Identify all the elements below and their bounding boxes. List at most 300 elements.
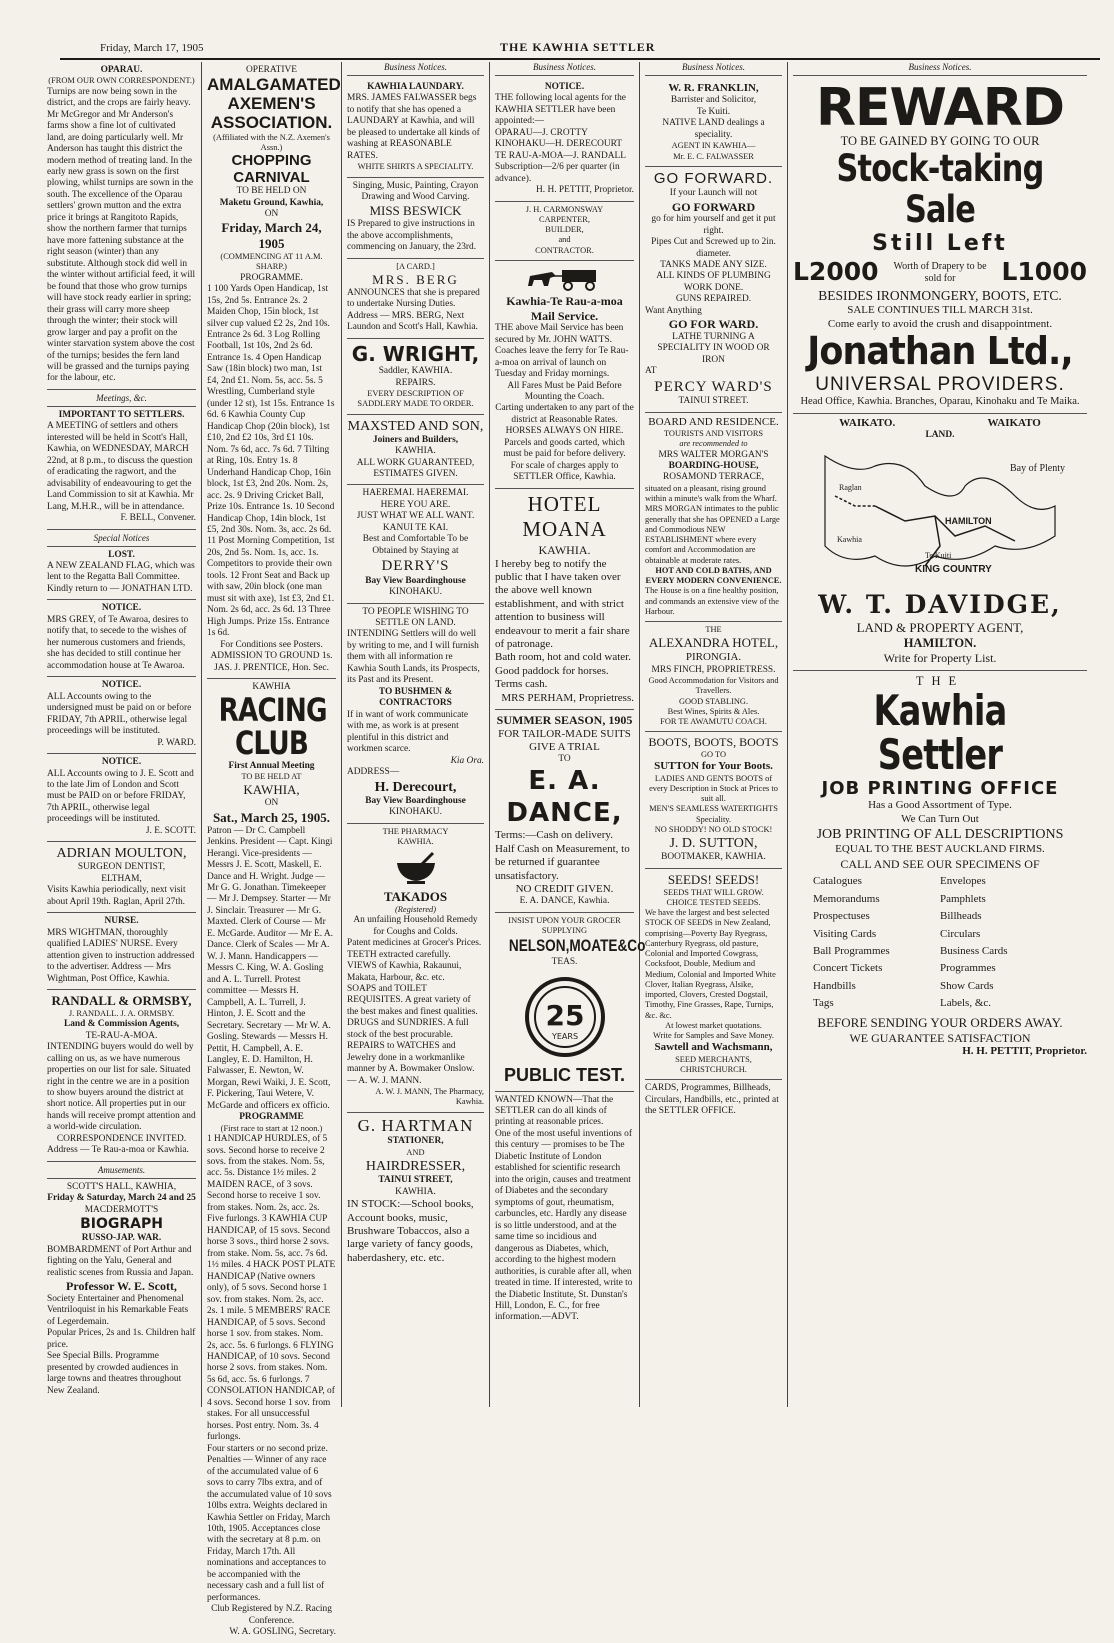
lost-title: LOST.	[108, 549, 135, 560]
specimen-item: Show Cards	[940, 979, 994, 992]
specimen-item: Programmes	[940, 962, 996, 975]
guarantee: WE GUARANTEE SATISFACTION	[849, 1030, 1031, 1045]
subscription: Subscription—2/6 per quarter (in advance).	[495, 162, 620, 184]
summer-season: SUMMER SEASON, 1905	[496, 713, 633, 728]
pharmacy-ad	[347, 824, 484, 1113]
ticket-prices: Popular Prices, 2s and 1s. Children half price.	[47, 1328, 196, 1350]
kanui-te-kai: KANUI TE KAI.	[382, 522, 449, 533]
business-notices-header-3: Business Notices.	[645, 62, 782, 76]
builders-ad	[347, 415, 484, 486]
hotel-paddock: Good paddock for horses.	[495, 664, 609, 677]
business-notices-header: Business Notices.	[347, 62, 484, 76]
watch-repairs: REPAIRS to WATCHES and Jewelry done in a workmanlike manner by A. Bowmaker Onslow. — A. W. J. MANN.	[347, 1041, 475, 1086]
barrister-title: Barrister and Solicitor,	[670, 95, 757, 106]
society-label: OPERATIVE	[245, 65, 298, 75]
engineer-ad	[645, 167, 782, 413]
agent-hamilton: HAMILTON.	[903, 636, 977, 651]
stationer-stock: IN STOCK:—School books, Account books, music, Brushware Tobaccos, also a large variety of fancy goods, haberdashery, etc. etc.	[347, 1198, 474, 1264]
before-sending: BEFORE SENDING YOUR ORDERS AWAY.	[817, 1014, 1063, 1030]
war-title: RUSSO-JAP. WAR.	[81, 1233, 162, 1244]
job-proprietor: H. H. PETTIT, Proprietor.	[962, 1045, 1087, 1058]
notice-ward-body: ALL Accounts owing to the undersigned must be paid on or before FRIDAY, 7th APRIL, otherwise legal proceedings will be instituted.	[47, 691, 192, 737]
map-label-tekuiti: Te Kuiti	[925, 550, 952, 560]
stationer-street: TAINUI STREET,	[378, 1175, 453, 1186]
derecourt-name: H. Derecourt,	[374, 779, 457, 795]
boots-sutton: SUTTON for Your Boots.	[654, 760, 773, 773]
music-lessons-body: IS Prepared to give instructions in the above accomplishments, commencing on January, the 23rd.	[347, 219, 477, 253]
map-label-hamilton: HAMILTON	[945, 515, 992, 526]
to-be-held-at: TO BE HELD AT	[241, 772, 302, 782]
war-body: BOMBARDMENT of Port Arthur and fighting on the Yalu, General and realistic scenes from Russia and Japan.	[47, 1244, 194, 1278]
parcels-note: Parcels and goods carted, which must be paid for before delivery.	[503, 437, 626, 460]
ward-street: TAINUI STREET.	[678, 396, 749, 407]
stationer-and: AND	[406, 1147, 425, 1157]
notice-scott	[47, 754, 196, 842]
saddler-title: Saddler, KAWHIA.	[378, 366, 453, 377]
boarding-body: MRS MORGAN intimates to the public generally that she has OPENED a Large and Commodious NEW ESTABLISHMENT where every comfort and Accommodation are obtainable at moderate rates.	[645, 504, 780, 565]
bootmaker-title: BOOTMAKER, KAWHIA.	[661, 852, 766, 863]
job-printing-office: JOB PRINTING OFFICE	[821, 777, 1059, 799]
column-6	[788, 62, 1092, 1407]
correspondence-invited: CORRESPONDENCE INVITED.	[56, 1133, 187, 1144]
specimen-item: Envelopes	[940, 875, 986, 888]
equal-auckland: EQUAL TO THE BEST AUCKLAND FIRMS.	[835, 843, 1045, 856]
seeds-write: Write for Samples and Save Money.	[653, 1031, 774, 1041]
hotel-proprietress: MRS PERHAM, Proprietress.	[501, 691, 634, 704]
diabetes-ad	[495, 1092, 634, 1328]
price-worth: L2000	[793, 257, 879, 287]
specimen-item: Tags	[813, 997, 834, 1010]
newspaper-title: THE KAWHIA SETTLER	[500, 40, 656, 54]
mail-service-ad	[495, 261, 634, 489]
lathe-note: LATHE TURNING A SPECIALITY IN WOOD OR IRON	[657, 331, 770, 365]
boots-seamless: MEN'S SEAMLESS WATERTIGHTS Speciality.	[649, 804, 778, 824]
bootmaker-name: J. D. SUTTON,	[669, 836, 758, 852]
white-shirts: WHITE SHIRTS A SPECIALITY.	[357, 162, 474, 172]
notice-grey-body: MRS GREY, of Te Awaroa, desires to notify that, to secede to the wishes of her numerous customers and friends, she has decided to still continue her accommodation house at Te Awaroa.	[47, 614, 189, 671]
nursing-body: ANNOUNCES that she is prepared to undertake Nursing Duties.	[347, 287, 480, 310]
laundry-title: KAWHIA LAUNDARY.	[367, 81, 464, 92]
race-list: 1 HANDICAP HURDLES, of 5 sovs. Second horse to receive 2 sovs. from the stakes. Nom. 5s, acc. 5s. Distance 1½ miles. 2 MAIDEN RACE, of 3 sovs. Second horse to receive 1 sov. from stakes. Nom. 2s, acc. 2s. Five furlongs. 3 KAWHIA CUP HANDICAP, of 15 sovs. Second horse 3 sovs., third horse 2 sovs. from stake. Nom. 5s, acc. 7s 6d. 1½ miles. 4 HACK POST PLATE HANDICAP (Native owners only), of 5 sovs. Second horse 1 sov. from stakes. Nom. 2s, acc. 2s. 1 mile. 5 MEMBERS' RACE HANDICAP, of 5 sovs. Second horse 1 sov. from stakes. Nom. 2s, acc. 5s. 6 furlongs. 6 FLYING HANDICAP, of 10 sovs. Second horse 2 sovs. from stakes. Nom. 5s 6d, acc. 5s. 6 furlongs. 7 CONSOLATION HANDICAP, of 4 sovs. Second horse 1 sov. from stakes. For all unsuccessful horses. Post entry. Nom. 3s. 4 furlongs.	[207, 1134, 336, 1443]
hotel-bath: Bath room, hot and cold water.	[495, 651, 631, 664]
saddler-repairs: REPAIRS.	[395, 377, 436, 388]
carnival-secretary: JAS. J. PRENTICE, Hon. Sec.	[214, 662, 329, 673]
carnival-conditions: For Conditions see Posters.	[220, 639, 323, 650]
price-row	[793, 257, 1087, 288]
specimen-item: Business Cards	[940, 945, 1008, 958]
printing-note	[645, 1080, 782, 1121]
write-property-list: Write for Property List.	[883, 651, 997, 666]
tourists-visitors: TOURISTS AND VISITORS	[663, 429, 764, 439]
proprietor-pettit: H. H. PETTIT, Proprietor.	[536, 185, 634, 196]
kia-ora: Kia Ora.	[450, 755, 484, 766]
race-first-start: (First race to start at 12 noon.)	[220, 1123, 323, 1133]
seeds-ad	[645, 869, 782, 1081]
music-lessons-ad	[347, 178, 484, 259]
stationer-town: KAWHIA.	[395, 1186, 436, 1197]
club-secretary: W. A. GOSLING, Secretary.	[229, 1627, 336, 1638]
tailor-signature: E. A. DANCE, Kawhia.	[519, 896, 610, 907]
go-for-ward: GO FOR WARD.	[668, 317, 759, 332]
specimen-item: Visiting Cards	[813, 927, 877, 940]
agents-list: OPARAU—J. CROTTY KINOHAKU—H. DERECOURT TE RAU-A-MOA—J. RANDALL	[495, 127, 626, 161]
recommended-to: are recommended to	[679, 439, 748, 449]
lost-body: A NEW ZEALAND FLAG, which was lent to the Regatta Ball Committee. Kindly return to — JONATHAN LTD.	[47, 561, 195, 594]
davidge-name: W. T. DAVIDGE,	[818, 589, 1062, 619]
land-agents-name: RANDALL & ORMSBY,	[51, 993, 192, 1009]
takados-body: An unfailing Household Remedy for Coughs and Colds.	[353, 915, 478, 937]
head-office: Head Office, Kawhia. Branches, Oparau, Kinohaku and Te Maika.	[800, 396, 1080, 408]
percy-ward: PERCY WARD'S	[654, 378, 773, 395]
specimen-item: Prospectuses	[813, 910, 870, 923]
waikato-left: WAIKATO.	[839, 416, 896, 429]
special-heading: Special Notices	[47, 533, 196, 547]
settle-heading: TO PEOPLE WISHING TO SETTLE ON LAND.	[362, 606, 469, 628]
anniversary-badge-icon	[523, 975, 607, 1059]
carnival-start: (COMMENCING AT 11 A.M. SHARP.)	[220, 252, 323, 272]
saddler-ad	[347, 339, 484, 415]
notice-scott-title: NOTICE.	[101, 757, 142, 768]
turn-out: We Can Turn Out	[901, 812, 979, 825]
alexandra-hotel-title: ALEXANDRA HOTEL,	[648, 635, 779, 651]
special-notices	[47, 530, 196, 601]
teeth-extracted: TEETH extracted carefully.	[347, 949, 451, 960]
public-test-title: PUBLIC TEST.	[503, 1064, 625, 1085]
tailor-name: E. A. DANCE,	[506, 765, 623, 828]
meeting-notice	[47, 390, 196, 530]
stationer-name: G. HARTMAN	[357, 1115, 474, 1135]
hotel-moana-ad	[495, 489, 634, 710]
meetings-heading: Meetings, &c.	[47, 393, 196, 407]
waikato-map	[815, 446, 1065, 586]
at-label: AT	[645, 366, 657, 377]
column-3	[342, 62, 490, 1407]
boarding-baths: HOT AND COLD BATHS, AND EVERY MODERN CONVENIENCE.	[645, 565, 782, 586]
come-early: Come early to avoid the crush and disappointment.	[827, 317, 1053, 330]
business-notices-header-2: Business Notices.	[495, 62, 634, 76]
biograph-dates: Friday & Saturday, March 24 and 25	[47, 1193, 196, 1204]
hotel-terms: Terms cash.	[495, 678, 548, 691]
music-subjects: Singing, Music, Painting, Crayon Drawing and Wood Carving.	[352, 180, 479, 202]
specimen-item: Billheads	[940, 910, 982, 923]
tailor-to: TO	[558, 754, 571, 765]
nurse-body: MRS WIGHTMAN, thoroughly qualified LADIES' NURSE. Every attention given to instruction addressed to the advertiser. Address — Mrs Wightman, Post Office, Kawhia.	[47, 927, 195, 984]
specimen-item: Pamphlets	[940, 892, 986, 905]
bayview-name: Bay View Boardinghouse	[365, 575, 466, 586]
bushmen-body: If in want of work communicate with me, as work is at present plentiful in this district and workmen scarce.	[347, 709, 469, 755]
alexandra-coach: FOR TE AWAMUTU COACH.	[660, 717, 767, 727]
biograph-company: MACDERMOTT'S	[84, 1204, 159, 1215]
carpenter-title: CARPENTER,	[539, 214, 590, 224]
waikato-right: WAIKATO	[987, 416, 1041, 429]
land-agents-address: Address — Te Rau-a-moa or Kawhia.	[47, 1145, 189, 1156]
notice-ward-title: NOTICE.	[101, 680, 142, 691]
carpenter-ad	[495, 202, 634, 261]
race-conditions: Four starters or no second prize. Penalties — Winner of any race of the accumulated value of 6 sovs to carry 7lbs extra, and of the accumulated value of 10 sovs 10lbs extra. Weights declared in Kawhia Settler on Friday, March 10th, 1905. Acceptances close with the secretary at 8 p.m. on Friday, March 17th. All nominations and acceptances to be accompanied with the necessary cash and a full list of performances.	[207, 1443, 332, 1603]
tailor-terms: Terms:—Cash on delivery. Half Cash on Measurement, to be returned if guarantee unsatisfactory.	[495, 829, 630, 882]
nurse-name: MRS. BERG	[372, 271, 459, 287]
meeting-signature: F. BELL, Convener.	[120, 513, 196, 524]
map-label-bay: Bay of Plenty	[1010, 462, 1065, 474]
diabetes-body: One of the most useful inventions of this century — promises to be The Diabetic Institute of London established for scientific research into the origin, causes and treatment of Diabetes and the secondary symptoms of gout, rheumatism, carbuncles, etc. Hardly any disease is so little understood, and at the same time so incidious and dangerous as Diabetes, which, according to the highest modern authorities, is curable after all, when treated in time. If interested, write to the Diabetic Institute, St. Dunstan's Hill, London, E. C., for free information.—ADVT.	[495, 1128, 633, 1323]
nursing-ad	[347, 259, 484, 339]
badge-number: 25	[545, 998, 584, 1032]
agent-kawhia: AGENT IN KAWHIA—	[671, 141, 756, 151]
kinohaku-town-2: KINOHAKU.	[389, 807, 442, 818]
carnival-events: 1 100 Yards Open Handicap, 1st 15s, 2nd 5s. Entrance 2s. 2 Maiden Chop, 15in block, 1st silver cup valued £2 2s, 2nd 10s. Entrance 2s 6d. 3 Log Rolling Football, 1st 10s, 2nd 2s 6d. Entrance 1s. 4 Open Handicap Saw (18in block) two man, 1st £4, 2nd £1. Nom. 5s, acc. 5s. 5 Wrestling, Cumberland style (under 12 st), 1st 15s. Entrance 1s 6d. 6 Kawhia County Cup Handicap Chop (20in block), 1st £10, 2nd £2 10s, 3rd £1 10s. Nom. 7s 6d, acc. 7s 6d. 7 Tilting at Ring, 10s. Entry 1s. 8 Underhand Handicap Chop, 16in block, 1st £3, 2nd 20s. Nom. 2s, acc. 2s. 9 Driving Cricket Ball, Prize 10s. Entrance 1s. 10 Second Handicap Chop, 14in block, 1st £5, 2nd 30s. Nom. 3s, acc. 2s 6d. 11 Post Morning Competition, 1st 20s, 2nd 5s. Nom. 1s, acc. 1s. Competitors to provide their own tools. 12 Front Seat and Back up with saw, 20in block (one man must sit with axe), 1st £3, 2nd £1. Nom. 2s 6d, acc. 2s 6d. 13 Three High Jumps. Prize 15s. Entrance 1s 6d.	[207, 284, 335, 639]
column-4	[490, 62, 646, 1407]
stocktaking-sale: Stock-taking Sale	[836, 147, 1044, 231]
views-kawhia: VIEWS of Kawhia, Rakaunui, Makata, Harbour, &c. etc.	[347, 961, 462, 983]
worth-of-drapery: Worth of Drapery to be sold for	[893, 260, 987, 284]
agents-notice-body: THE following local agents for the KAWHIA SETTLER have been appointed:—	[495, 93, 626, 127]
special-bills: See Special Bills. Programme presented by crowded audiences in large towns and theatres throughout New Zealand.	[47, 1351, 182, 1396]
the-label: THE	[705, 625, 722, 635]
cards-printed: CARDS, Programmes, Billheads, Circulars, Handbills, etc., printed at the SETTLER OFFICE.	[645, 1083, 779, 1117]
badge-years: YEARS	[551, 1031, 578, 1041]
contractor-title: CONTRACTOR.	[535, 245, 594, 255]
fares-note: All Fares Must be Paid Before Mounting the Coach.	[507, 380, 622, 402]
go-for-him: go for him yourself and get it put right.	[651, 214, 776, 236]
scale-charges: For scale of charges apply to SETTLER Office, Kawhia.	[510, 460, 619, 483]
oparau-news	[47, 62, 196, 390]
universal-providers: UNIVERSAL PROVIDERS.	[815, 374, 1065, 395]
estimates-given: ESTIMATES GIVEN.	[373, 469, 458, 479]
alexandra-wines: Best Wines, Spirits & Ales.	[667, 706, 760, 716]
soaps: SOAPS and TOILET REQUISITES. A great variety of the best makes and finest qualities.	[347, 983, 478, 1017]
settle-body: INTENDING Settlers will do well by writing to me, and I will furnish them with all information re Kawhia South Lands, its Prospects, its Past and its Present.	[347, 629, 480, 686]
dentist-body: Visits Kawhia periodically, next visit about April 19th. Raglan, April 27th.	[47, 885, 186, 907]
boarding-view: The House is on a fine healthy position, and commands an extensive view of the Harbour.	[645, 586, 779, 616]
land-agents-ad	[47, 990, 196, 1162]
laundry-ad	[347, 79, 484, 178]
seeds-headline: SEEDS! SEEDS!	[667, 871, 760, 887]
nursing-address: Address — MRS. BERG, Next Laundon and Scott's Hall, Kawhia.	[347, 310, 478, 333]
insist-grocer: INSIST UPON YOUR GROCER SUPPLYING	[508, 915, 621, 936]
notice-ward	[47, 677, 196, 754]
dentist-town: ELTHAM,	[101, 873, 142, 884]
specimen-item: Memorandums	[813, 892, 880, 905]
builders-title: Joiners and Builders,	[372, 434, 459, 445]
work-guaranteed: ALL WORK GUARANTEED,	[356, 457, 475, 468]
seeds-choice: CHOICE TESTED SEEDS.	[666, 897, 761, 907]
board-residence: BOARD AND RESIDENCE.	[648, 415, 779, 428]
guns-note: GUNS REPAIRED.	[675, 294, 752, 305]
land-agents-title: Land & Commission Agents,	[63, 1019, 180, 1030]
racing-club-title: RACING CLUB	[218, 690, 327, 763]
hotel-moana-title: HOTEL MOANA	[522, 491, 607, 542]
besides-ironmongery: BESIDES IRONMONGERY, BOOTS, ETC.	[818, 287, 1062, 303]
takados-registered: (Registered)	[394, 904, 437, 914]
address-label: ADDRESS—	[347, 767, 400, 778]
professor-body: Society Entertainer and Phenomenal Ventriloquist in his Remarkable Feats of Legerdemain.	[47, 1293, 189, 1327]
seeds-body: We have the largest and best selected STOCK OF SEEDS in New Zealand, comprising—Poverty Bay Ryegrass, Canterbury Ryegrass, old pasture, Colonial and Imported Cowgrass, Cocksfoot, Double, Medium and Medium, Colonial and Imported White Clover, Italian Ryegrass, Alsike, imported, Clovers, Crested Dogstail, Timothy, Fine Grasses, Rape, Turnips, &c. &c.	[645, 908, 776, 1020]
sale-continues: SALE CONTINUES TILL MARCH 31st.	[847, 304, 1033, 317]
specimen-item: Ball Programmes	[813, 945, 890, 958]
good-assortment: Has a Good Assortment of Type.	[868, 799, 1012, 812]
takados-name: TAKADOS	[383, 889, 448, 905]
notice-grey	[47, 600, 196, 677]
no-credit: NO CREDIT GIVEN.	[515, 883, 614, 895]
seed-merchant-name: Sawtell and Wachsmann,	[654, 1041, 773, 1054]
oparau-body: Turnips are now being sown in the district, and the crops are fairly heavy. Mr McGregor and Mr Anderson's farms show a fine lot of cultivated land, are doing particularly well. Mr Anderson has taught this district the modern method of treating land. In the early new grass is sown on the first plowing, whilst turnips are sown in the south. The excellence of the Oparau settlers' grown mutton and the extra price it brings at Rangitoto Rapids, show the northern farmer that turnips have more fattening substance at the right season (winter) than any substitute. Although stock did well in the winter without artificial feed, it will be found that those who grow turnips will have stock ready earlier in spring; their grass will carry more sheep through the winter; their stock will grow larger and pay a profit on the winter starvation system above the cost of the turnips; besides the fern land will be grassed and the turnips paying for the labour, etc.	[47, 86, 196, 384]
business-notices-header-4: Business Notices.	[793, 62, 1087, 76]
the-label-6: THE	[915, 674, 965, 689]
still-left: Still Left	[872, 230, 1008, 256]
hairdresser-title: HAIRDRESSER,	[365, 1159, 466, 1175]
seed-town: CHRISTCHURCH.	[680, 1065, 747, 1075]
masthead	[60, 40, 1100, 60]
column-1	[42, 62, 202, 1407]
meeting-title: IMPORTANT TO SETTLERS.	[58, 409, 185, 420]
biograph-ad	[47, 1162, 196, 1401]
notice-scott-signature: J. E. SCOTT.	[145, 825, 196, 836]
boarding-owner: MRS WALTER MORGAN'S	[658, 449, 769, 460]
professor-name: Professor W. E. Scott,	[66, 1279, 177, 1294]
club-registration: Club Registered by N.Z. Racing Conference.	[211, 1604, 332, 1626]
boarding-house-title: BOARDING-HOUSE,	[668, 461, 759, 471]
alexandra-proprietress: MRS FINCH, PROPRIETRESS.	[651, 664, 776, 675]
land-label: LAND.	[925, 430, 955, 441]
alexandra-town: PIRONGIA.	[685, 651, 742, 664]
agents-notice-title: NOTICE.	[544, 81, 585, 92]
tailor-suits: FOR TAILOR-MADE SUITS GIVE A TRIAL	[498, 727, 631, 754]
tea-brand: NELSON,MOATE&Co	[508, 936, 646, 956]
on-label: ON	[264, 208, 279, 219]
call-and-see: CALL AND SEE OUR SPECIMENS OF	[840, 856, 1040, 871]
saddler-description: EVERY DESCRIPTION OF SADDLERY MADE TO ORDER.	[357, 389, 474, 409]
boots-go-to: GO TO	[700, 750, 727, 760]
specimen-list	[793, 871, 1087, 1014]
pipes-note: Pipes Cut and Screwed up to 2in. diameter.	[651, 237, 776, 259]
race-officials: Patron — Dr C. Campbell Jenkins. President — Capt. Kingi Herangi. Vice-presidents — Messrs J. E. Scott, Maskell, E. Dance and H. Wright. Judge — Mr G. G. Jonathan. Timekeeper — Mr J. Dempsey. Starter — Mr J. Sinclair. Treasurer — Mr G. Maxted. Clerk of Course — Mr E. McGarde. Auditor — Mr E. A. Dance. Clerk of Scales — Mr A. W. J. Mann. Handicappers — Messrs C. King, W. A. Gosling and A. L. Turrell. Protest committee — Messrs H. Campbell, A. L. Turrell, J. Hinton, J. E. Scott and the Secretary. Secretary — Mr W. A. Gosling. Stewards — Messrs H. Pettit, H. Campbell, A. E. Langley, E. D. Hamilton, H. Falwasser, E. Newton, W. Morgan, Rewi Waiki, J. E. Scott, F. Pickering, Taui Wetere, V. McGarde and officers ex officio.	[207, 825, 334, 1111]
notice-grey-title: NOTICE.	[101, 603, 142, 614]
carnival-programme-label: PROGRAMME.	[240, 272, 303, 283]
hotel-town: KAWHIA.	[538, 542, 591, 557]
seeds-grow: SEEDS THAT WILL GROW.	[663, 887, 764, 897]
barrister-name: W. R. FRANKLIN,	[668, 81, 759, 94]
nurse-title: NURSE.	[104, 916, 139, 927]
boots-ladies: LADIES AND GENTS BOOTS of every Description in Stock at Prices to suit all.	[649, 773, 778, 804]
all-descriptions: JOB PRINTING OF ALL DESCRIPTIONS	[816, 827, 1064, 843]
builders-town: KAWHIA.	[395, 446, 436, 457]
notice-scott-body: ALL Accounts owing to J. E. Scott and to the late Jim of London and Scott must be PAID on or before FRIDAY, 7th APRIL, otherwise legal proceedings will be instituted.	[47, 768, 194, 825]
native-land: NATIVE LAND dealings a speciality.	[662, 118, 765, 140]
issue-date: Friday, March 17, 1905	[100, 42, 204, 54]
stationer-title: STATIONER,	[387, 1136, 444, 1147]
best-obtained: Best and Comfortable To be Obtained by Staying at	[362, 534, 469, 556]
dentist-title: SURGEON DENTIST,	[77, 862, 166, 873]
coach-horse-icon	[500, 266, 630, 292]
land-agents-town: TE-RAU-A-MOA.	[85, 1030, 158, 1041]
horses-hire: HORSES ALWAYS ON HIRE.	[505, 426, 624, 437]
carnival-date: Friday, March 24, 1905	[221, 220, 322, 252]
land-agents-partners: J. RANDALL. J. A. ORMSBY.	[68, 1008, 175, 1018]
hall-name: SCOTT'S HALL, KAWHIA,	[66, 1181, 177, 1192]
race-on-label: ON	[264, 798, 279, 809]
jonathan-ltd: Jonathan Ltd.,	[807, 329, 1073, 374]
carting-note: Carting undertaken to any part of the district at Reasonable Rates.	[495, 403, 634, 425]
race-programme-label: PROGRAMME	[239, 1112, 304, 1123]
oparau-heading: OPARAU.	[100, 65, 143, 75]
go-forward-2: GO FORWARD	[671, 199, 756, 214]
oparau-subheading: (FROM OUR OWN CORRESPONDENT.)	[48, 76, 195, 86]
carnival-admission: ADMISSION TO GROUND 1s.	[210, 651, 333, 662]
if-launch: If your Launch will not	[669, 188, 758, 199]
race-location: KAWHIA,	[243, 782, 300, 798]
specimen-item: Handbills	[813, 979, 856, 992]
specimen-item: Concert Tickets	[813, 962, 883, 975]
chopping-carnival-title: CHOPPING CARNIVAL	[231, 152, 312, 186]
bayview-name-2: Bay View Boardinghouse	[365, 795, 466, 806]
biograph-title: BIOGRAPH	[80, 1216, 163, 1233]
boarding-street: ROSAMOND TERRACE,	[663, 472, 764, 483]
column-2	[202, 62, 342, 1638]
to-be-gained: TO BE GAINED BY GOING TO OUR	[840, 133, 1040, 148]
mail-route: Kawhia-Te Rau-a-moa	[506, 293, 623, 308]
held-on: TO BE HELD ON	[236, 186, 307, 197]
carpenter-and: and	[558, 235, 571, 245]
saddler-name: G. WRIGHT,	[351, 341, 480, 366]
go-forward-title: GO FORWARD.	[653, 169, 774, 187]
boots-ad	[645, 732, 782, 868]
specimen-item: Circulars	[940, 927, 981, 940]
tea-ad	[495, 913, 646, 1092]
just-what: JUST WHAT WE ALL WANT.	[356, 511, 475, 522]
first-annual-meeting: First Annual Meeting	[228, 760, 315, 771]
barrister-town: Te Kuiti.	[696, 106, 731, 117]
specimen-item: Labels, &c.	[940, 997, 992, 1010]
boots-no-shoddy: NO SHODDY! NO OLD STOCK!	[654, 824, 773, 834]
club-town: KAWHIA	[252, 682, 291, 693]
hotel-body: I hereby beg to notify the public that I have taken over the above well known establishment, and with strict attention to business will endeavour to merit a fair share of patronage.	[495, 557, 630, 650]
map-label-kawhia: Kawhia	[837, 534, 862, 544]
mail-body: THE above Mail Service has been secured by Mr. JOHN WATTS. Coaches leave the ferry for Te Rau-a-moa on arrival of launch on Tuesday and Friday mornings.	[495, 323, 629, 380]
carnival-ground: Maketu Ground, Kawhia,	[219, 197, 324, 208]
mail-service-title: Mail Service.	[530, 308, 599, 323]
dentist-ad	[47, 842, 196, 913]
laundry-body: MRS. JAMES FALWASSER begs to notify that she has opened a LAUNDARY at Kawhia, and will be pleased to undertake all kinds of washing at REASONABLE RATES.	[347, 93, 480, 161]
reward-headline: REWARD	[815, 77, 1065, 138]
specimen-item: Catalogues	[813, 875, 862, 888]
builders-name: MAXSTED AND SON,	[347, 418, 484, 434]
teacher-name: MISS BESWICK	[369, 203, 462, 219]
map-label-raglan: Raglan	[839, 482, 862, 492]
boots-headline: BOOTS, BOOTS, BOOTS	[648, 735, 779, 750]
stocktaking-ad	[793, 79, 1087, 414]
waikato-row	[793, 417, 1087, 430]
job-printing-ad	[793, 671, 1087, 1062]
boarding-house-ad	[645, 413, 782, 623]
haeremai: HAEREMAI. HAEREMAI.	[362, 488, 469, 499]
price-sold: L1000	[1001, 257, 1087, 287]
mortar-pestle-icon	[393, 851, 439, 885]
racing-club-ad	[207, 679, 336, 1643]
plumbing-note: ALL KINDS OF PLUMBING WORK DONE.	[656, 271, 771, 293]
tanks-note: TANKS MADE ANY SIZE.	[660, 260, 767, 271]
teas-label: TEAS.	[551, 957, 578, 968]
drugs: DRUGS and SUNDRIES. A full stock of the best procurable.	[347, 1018, 469, 1040]
nurse-ad	[47, 913, 196, 990]
affiliation: (Affiliated with the N.Z. Axemen's Assn.)	[213, 132, 330, 152]
seed-merchants-title: SEED MERCHANTS,	[675, 1054, 752, 1064]
map-label-king-country: KING COUNTRY	[915, 563, 992, 575]
patent-medicines: Patent medicines at Grocer's Prices.	[347, 938, 482, 949]
kawhia-settler-title: Kawhia Settler	[873, 686, 1007, 780]
meeting-body: A MEETING of settlers and others interested will be held in Scott's Hall, Kawhia, on WEDNESDAY, MARCH 22nd, at 8 p.m., to discuss the question of eradicating the ragwort, and the advisability of endeavouring to get the Land Commission to sit at Kawhia. Mr Lang, M.H.R., will be in attendance.	[47, 421, 194, 512]
want-anything: Want Anything	[645, 305, 702, 316]
settlers-ad	[347, 604, 484, 824]
